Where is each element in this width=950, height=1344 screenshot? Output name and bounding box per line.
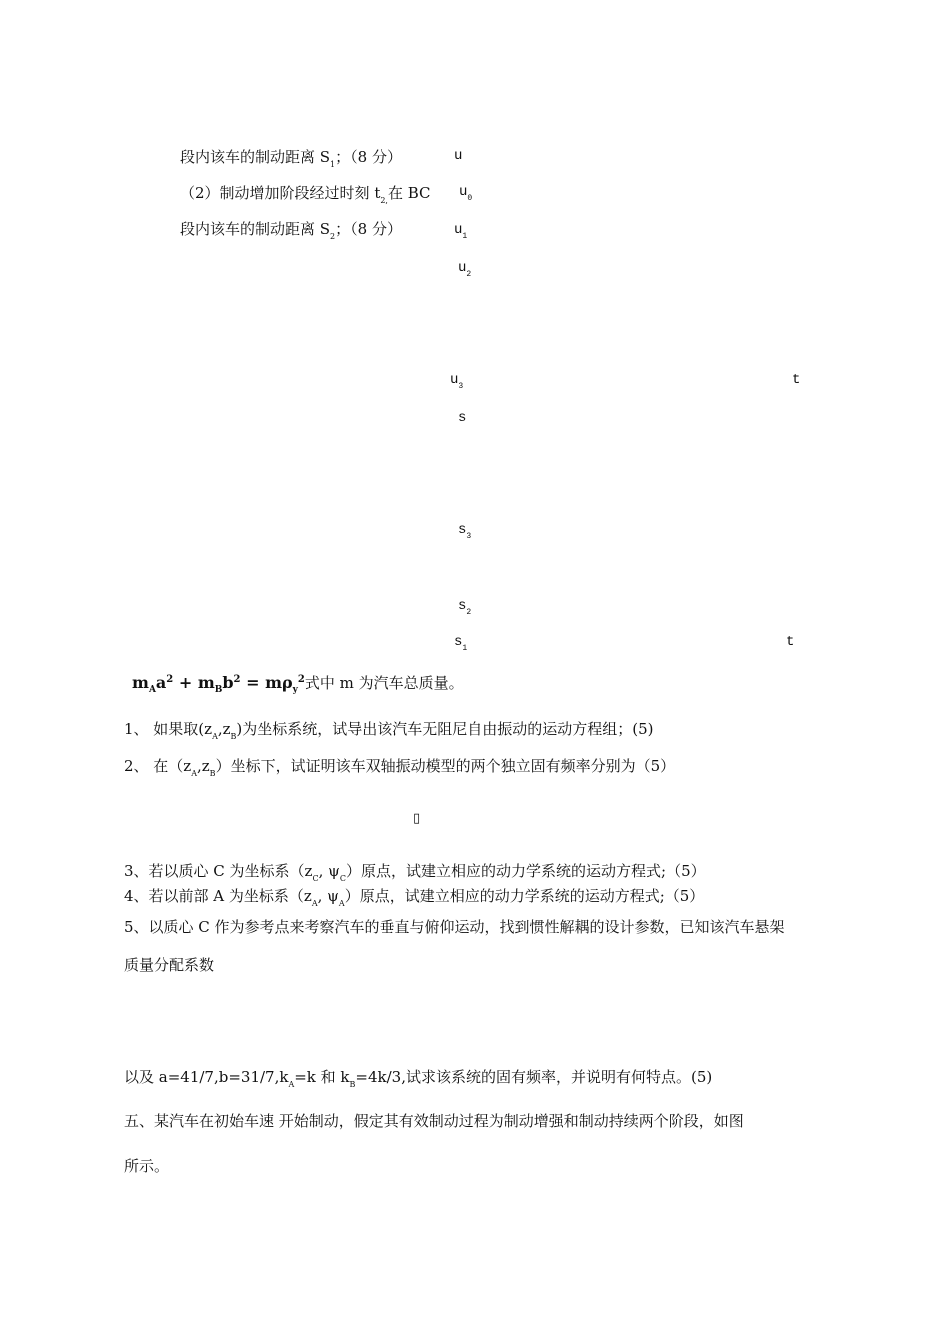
label-s1 — [454, 634, 468, 653]
text-part: ；（8 分） — [335, 220, 402, 238]
subscript: 2, — [380, 196, 388, 205]
text-part: , ψ — [318, 862, 340, 880]
text-part: ；（8 分） — [335, 148, 402, 166]
text-part: s — [454, 634, 463, 650]
label-u1 — [454, 222, 468, 241]
subscript: A — [191, 769, 197, 778]
label-u3 — [450, 372, 464, 391]
label-s3 — [458, 522, 472, 541]
question-2 — [124, 757, 676, 778]
text-part: 段内该车的制动距离 S — [180, 148, 331, 166]
subscript: B — [349, 1080, 356, 1089]
text-part: ）坐标下，试证明该车双轴振动模型的两个独立固有频率分别为（5） — [215, 757, 676, 775]
subscript: B — [230, 732, 237, 741]
inertia-formula: $m_Aa^2 + m_Bb^2 = m\rho_y^2$ — [132, 673, 305, 695]
label-s2 — [458, 598, 472, 617]
text-part: ,z — [217, 720, 231, 738]
text-part: 在 BC — [387, 184, 431, 202]
text-part: u — [458, 260, 467, 276]
subscript: 2 — [466, 608, 472, 617]
subscript: A — [311, 899, 318, 908]
brake-distance-s2-line — [180, 220, 402, 241]
text-part: 4、若以前部 A 为坐标系（z — [124, 887, 312, 905]
label-u0 — [459, 184, 473, 203]
text-part: =4k/3,试求该系统的固有频率，并说明有何特点。(5) — [355, 1068, 713, 1086]
subscript: 1 — [462, 644, 468, 653]
subscript: A — [212, 732, 218, 741]
text-part: 1、 如果取(z — [124, 720, 213, 738]
formula-suffix: 式中 m 为汽车总质量。 — [304, 674, 464, 692]
question-4 — [124, 887, 705, 908]
subscript: C — [312, 874, 319, 883]
text-part: =k 和 k — [294, 1068, 350, 1086]
subscript: 2 — [330, 232, 336, 241]
text-part: 3、若以质心 C 为坐标系（z — [124, 862, 313, 880]
text-part: s — [458, 598, 467, 614]
label-t-bottom: t — [786, 634, 795, 650]
question-5-line1: 5、以质心 C 作为参考点来考察汽车的垂直与俯仰运动，找到惯性解耦的设计参数，已知该汽车悬架 — [124, 918, 785, 936]
section-5-line1: 五、某汽车在初始车速 开始制动，假定其有效制动过程为制动增强和制动持续两个阶段，如图 — [124, 1112, 744, 1130]
subscript: C — [339, 874, 347, 883]
missing-glyph: ▯ — [413, 811, 421, 826]
question-1 — [124, 720, 654, 741]
text-part: s — [458, 522, 467, 538]
label-s: s — [458, 410, 467, 426]
text-part: u — [450, 372, 459, 388]
text-part: 段内该车的制动距离 S — [180, 220, 331, 238]
formula-line — [132, 673, 464, 695]
text-part: , ψ — [317, 887, 339, 905]
text-part: ）原点，试建立相应的动力学系统的运动方程式;（5） — [344, 887, 705, 905]
text-part: 以及 a=41/7,b=31/7,k — [124, 1068, 289, 1086]
text-part: u — [454, 222, 463, 238]
question-3 — [124, 862, 706, 883]
subscript: 1 — [330, 160, 336, 169]
brake-distance-s1-line — [180, 148, 402, 169]
label-u2 — [458, 260, 472, 279]
text-part: （2）制动增加阶段经过时刻 t — [180, 184, 381, 202]
subscript: 2 — [466, 270, 472, 279]
label-t-top: t — [792, 372, 801, 388]
subscript: 0 — [467, 194, 473, 203]
subscript: A — [338, 899, 345, 908]
text-part: ,z — [197, 757, 210, 775]
subscript: 1 — [462, 232, 468, 241]
subscript: 3 — [458, 382, 464, 391]
text-part: ）原点，试建立相应的动力学系统的运动方程式;（5） — [346, 862, 706, 880]
brake-increase-line — [180, 184, 431, 205]
subscript: A — [288, 1080, 295, 1089]
question-5-params — [124, 1068, 713, 1089]
text-part: 2、 在（z — [124, 757, 192, 775]
label-u: u — [454, 148, 463, 164]
text-part: u — [459, 184, 468, 200]
subscript: 3 — [466, 532, 472, 541]
text-part: )为坐标系统，试导出该汽车无阻尼自由振动的运动方程组；(5) — [236, 720, 654, 738]
question-5-line2: 质量分配系数 — [124, 956, 215, 974]
subscript: B — [209, 769, 216, 778]
section-5-line2: 所示。 — [124, 1157, 170, 1175]
